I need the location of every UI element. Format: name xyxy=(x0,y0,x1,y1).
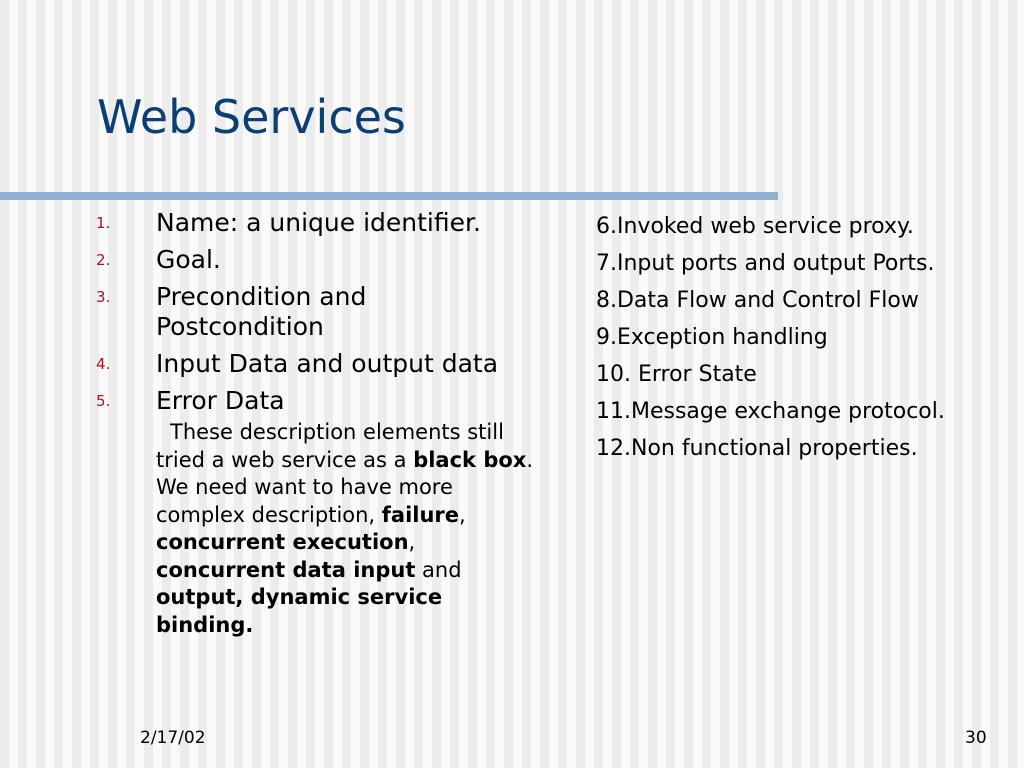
list-number: 3. xyxy=(96,288,111,306)
description-paragraph xyxy=(156,419,536,639)
list-item xyxy=(0,208,556,238)
page-number: 30 xyxy=(965,728,987,748)
desc-text: , xyxy=(459,502,466,527)
list-item xyxy=(0,245,556,275)
desc-text: , xyxy=(408,530,416,554)
list-number: 2. xyxy=(96,251,111,269)
desc-text: These description elements still tried a web service as a xyxy=(156,420,504,472)
right-column xyxy=(596,211,956,470)
list-number: 5. xyxy=(96,392,111,410)
list-item xyxy=(0,349,556,379)
left-column xyxy=(0,208,560,639)
list-item-text: Name: a unique identifier. xyxy=(156,208,481,237)
desc-text: . We need want to have more complex description, xyxy=(156,447,534,527)
footer-date: 2/17/02 xyxy=(140,728,206,748)
list-item-text: Input Data and output data xyxy=(156,349,499,378)
list-item-text: Precondition and Postcondition xyxy=(156,282,367,341)
desc-text: and xyxy=(415,557,462,582)
desc-bold: output, dynamic service binding. xyxy=(156,585,443,637)
right-list-item: 7.Input ports and output Ports. xyxy=(596,251,935,276)
list-item xyxy=(0,386,556,416)
desc-bold: concurrent execution xyxy=(156,530,409,554)
list-item-text: Error Data xyxy=(156,386,285,415)
right-list-item: 11.Message exchange protocol. xyxy=(596,399,945,424)
right-list-item: 12.Non functional properties. xyxy=(596,436,918,461)
right-list-item: 8.Data Flow and Control Flow xyxy=(596,288,919,313)
title-divider xyxy=(0,192,778,200)
slide-title: Web Services xyxy=(97,90,406,144)
list-number: 1. xyxy=(96,214,111,232)
desc-bold: failure xyxy=(381,502,460,527)
right-list-item: 10. Error State xyxy=(596,362,757,387)
right-list-item: 9.Exception handling xyxy=(596,325,828,350)
desc-bold: concurrent data input xyxy=(156,557,416,582)
right-list-item: 6.Invoked web service proxy. xyxy=(596,214,914,239)
list-number: 4. xyxy=(96,355,111,373)
desc-bold: black box xyxy=(413,447,527,472)
list-item-text: Goal. xyxy=(156,245,221,274)
list-item xyxy=(0,282,456,342)
